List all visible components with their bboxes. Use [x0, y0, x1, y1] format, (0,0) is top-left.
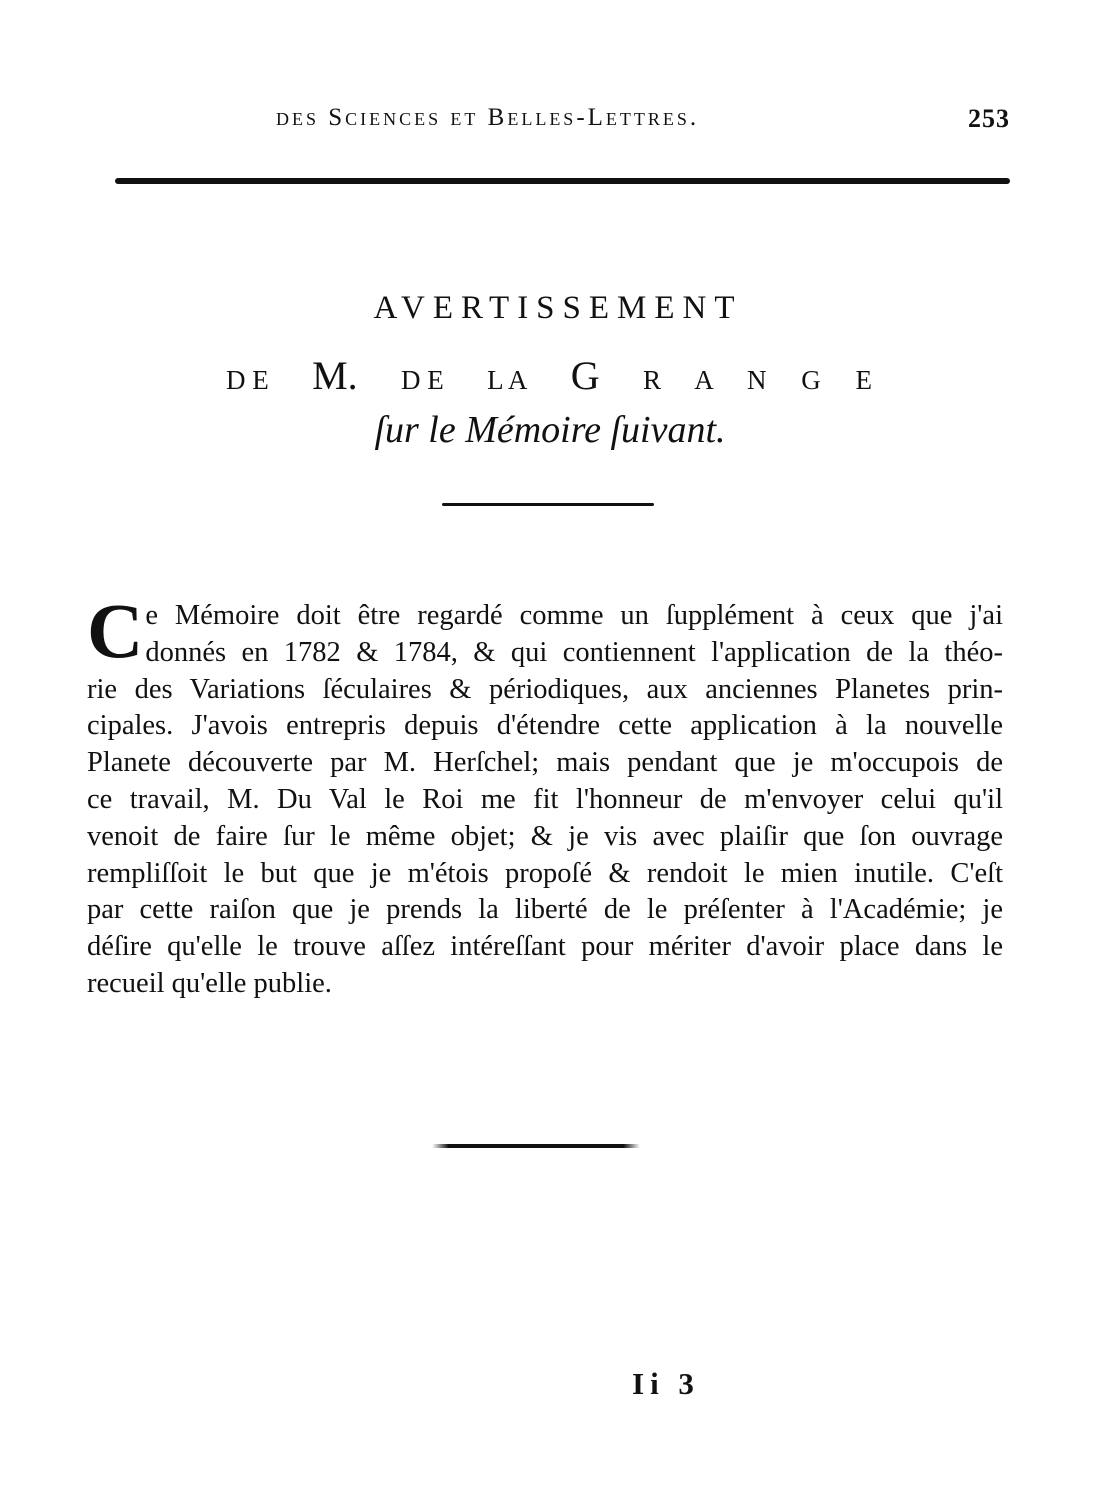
signature-mark: Ii 3 — [632, 1366, 700, 1401]
body-line: recueil qu'elle publie. — [87, 967, 332, 999]
body-line: cipales. J'avois entrepris depuis d'étendre cette application à la nouvelle — [87, 710, 1003, 742]
body-line: e Mémoire doit être regardé comme un ſupplément à ceux que j'ai — [145, 600, 1003, 631]
running-title: des Sciences et Belles-Lettres. — [276, 104, 700, 131]
body-line: rie des Variations ſéculaires & périodiques, aux anciennes Planetes prin- — [87, 673, 1003, 705]
heading-title: AVERTISSEMENT — [373, 290, 743, 326]
heading-author-part: D E — [401, 365, 444, 395]
body-line: donnés en 1782 & 1784, & qui contiennent l'application de la théo- — [145, 636, 1003, 668]
section-rule — [442, 503, 654, 506]
body-paragraph — [87, 587, 1003, 1003]
heading-author-part: R A N G E — [642, 365, 886, 395]
running-head — [270, 100, 1010, 140]
body-line: Planete découverte par M. Herſchel; mais pendant que je m'occupois de — [87, 747, 1003, 779]
heading-author-part: L A — [487, 365, 528, 395]
body-line: rempliſſoit le but que je m'étois propoſé & rendoit le mien inutile. C'eſt — [87, 857, 1003, 889]
heading-author-part: M. — [312, 353, 358, 398]
header-rule — [115, 178, 1010, 184]
end-rule — [432, 1144, 640, 1148]
body-line: venoit de faire ſur le même objet; & je vis avec plaiſir que ſon ouvrage — [87, 820, 1003, 852]
page-number: 253 — [968, 104, 1010, 133]
heading-author — [226, 352, 886, 399]
drop-cap: C — [87, 587, 144, 674]
body-line: déſire qu'elle le trouve aſſez intéreſſant pour mériter d'avoir place dans le — [87, 931, 1003, 963]
heading-author-part: D E — [226, 365, 269, 395]
heading-subtitle: ſur le Mémoire ſuivant. — [374, 409, 726, 451]
body-line: ce travail, M. Du Val le Roi me fit l'honneur de m'envoyer celui qu'il — [87, 783, 1003, 815]
body-line: par cette raiſon que je prends la liberté de le préſenter à l'Académie; je — [87, 894, 1003, 926]
heading-author-part: G — [570, 353, 600, 398]
